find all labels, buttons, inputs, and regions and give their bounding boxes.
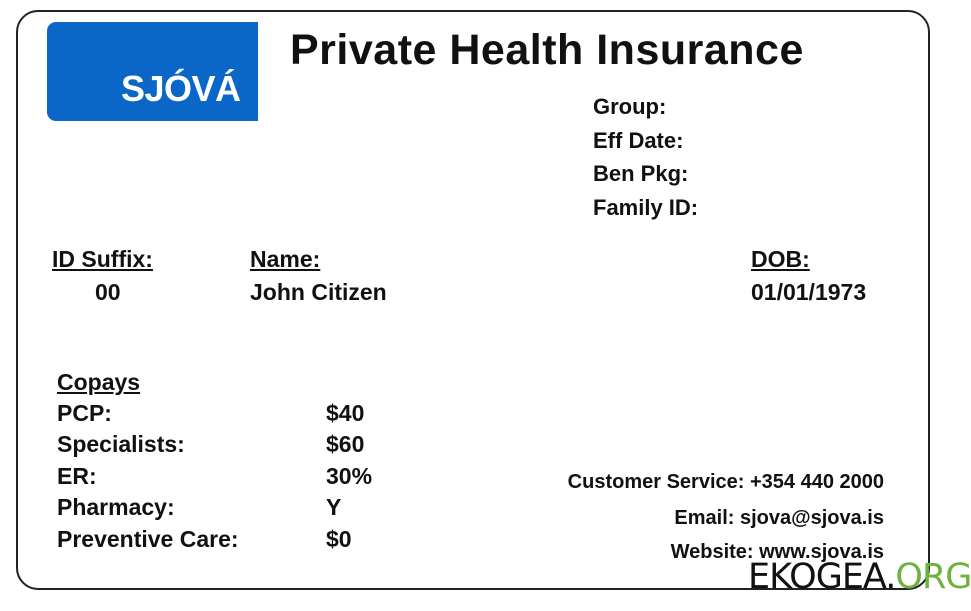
copay-label-pcp: PCP: bbox=[57, 400, 112, 426]
copay-value-preventive-care: $0 bbox=[326, 526, 352, 552]
eff-date-label: Eff Date: bbox=[593, 128, 684, 153]
group-label: Group: bbox=[593, 94, 667, 119]
watermark-part2: ORG bbox=[895, 557, 971, 597]
copay-label-er: ER: bbox=[57, 463, 97, 489]
copay-value-er: 30% bbox=[326, 463, 373, 489]
copay-value-specialists: $60 bbox=[326, 431, 365, 457]
dob-label: DOB: bbox=[751, 246, 810, 272]
watermark bbox=[748, 557, 971, 597]
copay-label-preventive-care: Preventive Care: bbox=[57, 526, 239, 552]
email-contact: Email: sjova@sjova.is bbox=[674, 507, 884, 529]
copays-heading: Copays bbox=[57, 369, 141, 395]
brand-name: SJÓVÁ bbox=[121, 68, 241, 109]
copay-value-pcp: $40 bbox=[326, 400, 365, 426]
name-value: John Citizen bbox=[250, 279, 387, 305]
dob-value: 01/01/1973 bbox=[751, 279, 867, 305]
copay-label-specialists: Specialists: bbox=[57, 431, 185, 457]
sjova-logo bbox=[47, 22, 258, 121]
ben-pkg-label: Ben Pkg: bbox=[593, 161, 689, 186]
copay-label-pharmacy: Pharmacy: bbox=[57, 494, 175, 520]
customer-service-phone: Customer Service: +354 440 2000 bbox=[567, 471, 884, 493]
card-title: Private Health Insurance bbox=[290, 26, 804, 74]
website-contact: Website: www.sjova.is bbox=[670, 541, 884, 563]
watermark-part1: EKOGEA. bbox=[748, 557, 896, 597]
copay-value-pharmacy: Y bbox=[326, 494, 342, 520]
name-label: Name: bbox=[250, 246, 321, 272]
id-suffix-label: ID Suffix: bbox=[52, 246, 153, 272]
family-id-label: Family ID: bbox=[593, 195, 699, 220]
id-suffix-value: 00 bbox=[95, 279, 121, 305]
